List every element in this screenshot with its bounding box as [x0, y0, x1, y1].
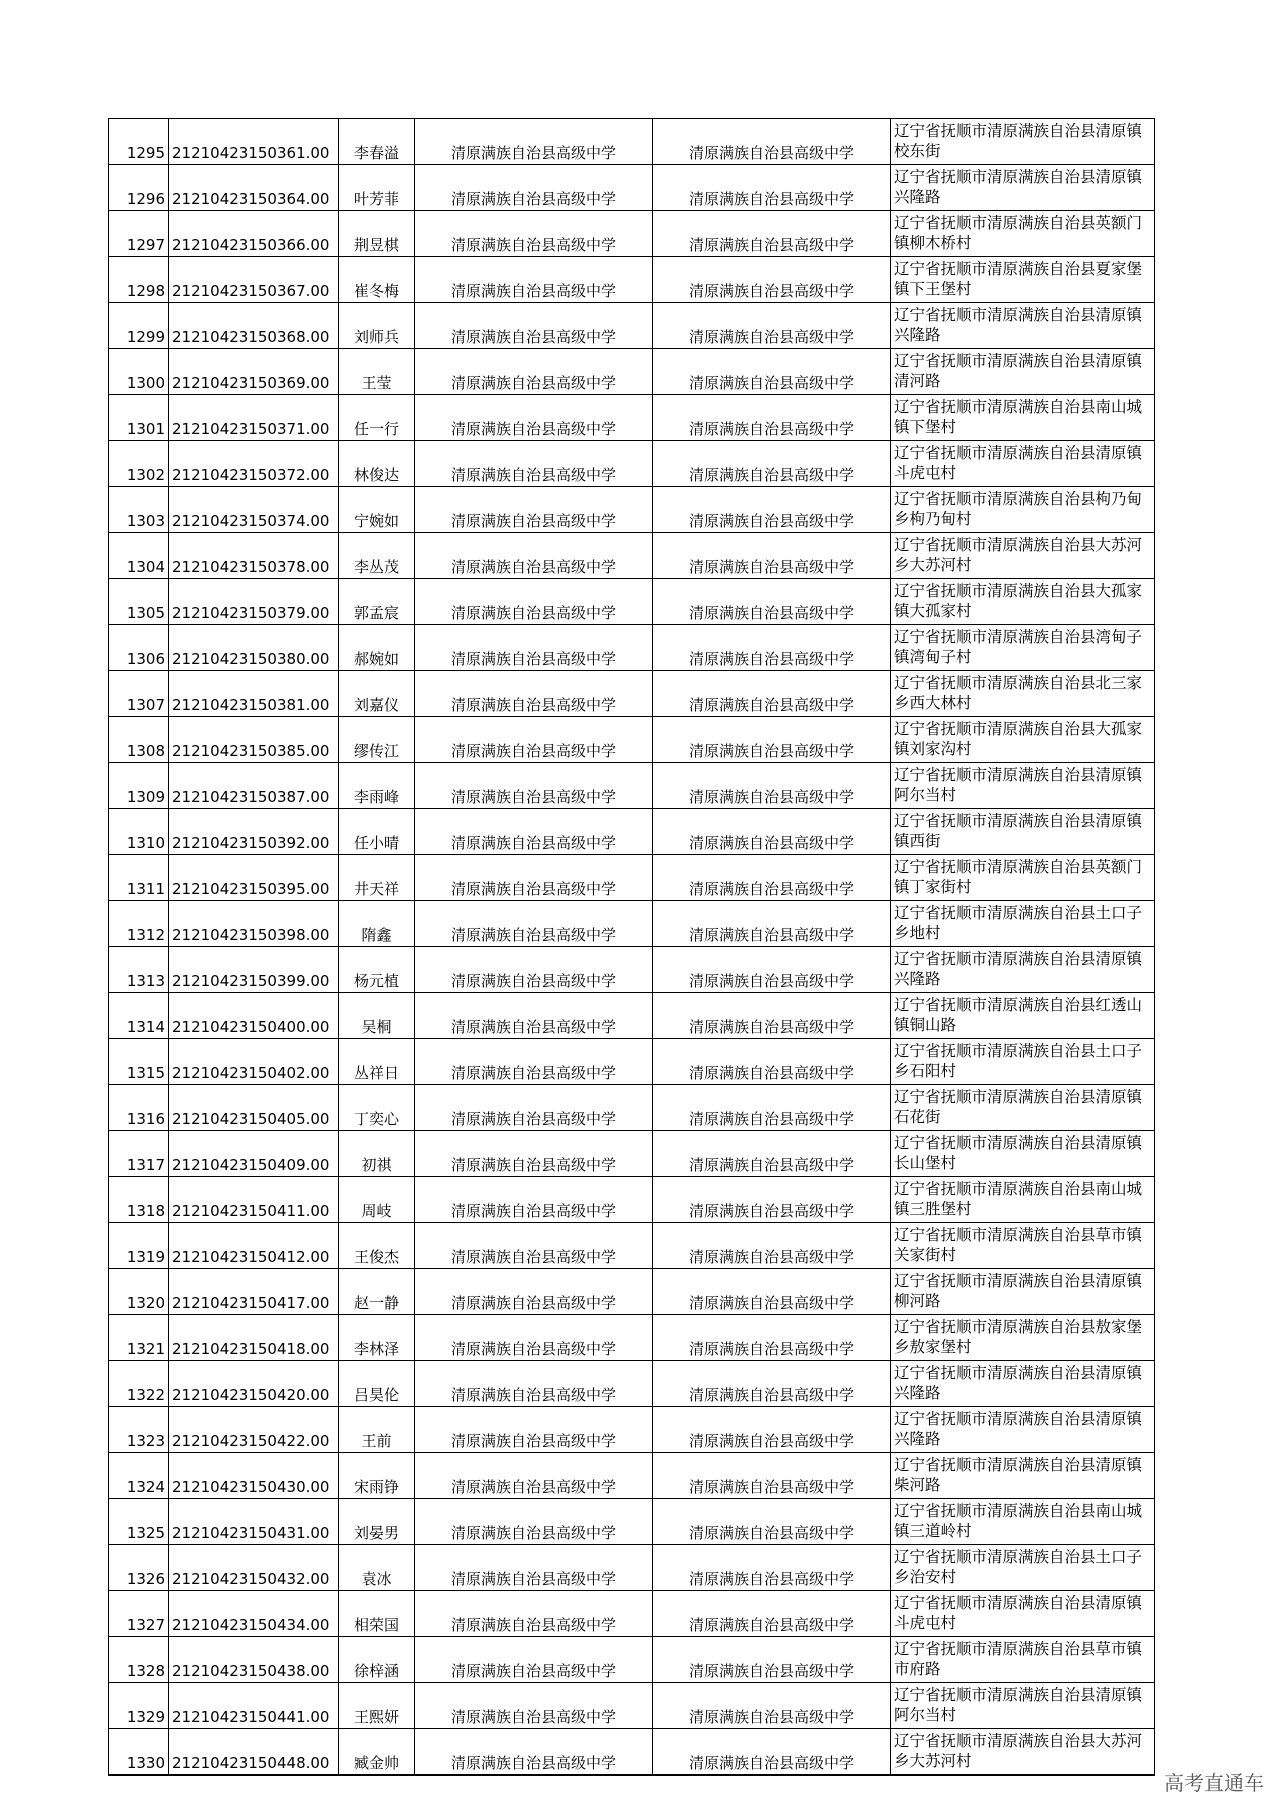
row-school2-cell: 清原满族自治县高级中学 [653, 625, 891, 671]
row-name-cell: 郝婉如 [339, 625, 415, 671]
row-seq-cell: 1322 [109, 1361, 169, 1407]
row-name-cell: 井天祥 [339, 855, 415, 901]
row-school-cell: 清原满族自治县高级中学 [415, 901, 653, 947]
row-seq-cell: 1304 [109, 533, 169, 579]
row-school-cell: 清原满族自治县高级中学 [415, 855, 653, 901]
row-address-cell: 辽宁省抚顺市清原满族自治县清原镇阿尔当村 [891, 1683, 1155, 1729]
row-school2-cell: 清原满族自治县高级中学 [653, 671, 891, 717]
row-school2-cell: 清原满族自治县高级中学 [653, 1085, 891, 1131]
row-seq-cell: 1316 [109, 1085, 169, 1131]
row-address-cell: 辽宁省抚顺市清原满族自治县清原镇长山堡村 [891, 1131, 1155, 1177]
row-school-cell: 清原满族自治县高级中学 [415, 1729, 653, 1776]
row-exam-id-cell: 21210423150398.00 [169, 901, 339, 947]
row-exam-id-cell: 21210423150412.00 [169, 1223, 339, 1269]
row-address-cell: 辽宁省抚顺市清原满族自治县夏家堡镇下王堡村 [891, 257, 1155, 303]
row-name-cell: 吕昊伦 [339, 1361, 415, 1407]
row-name-cell: 赵一静 [339, 1269, 415, 1315]
row-exam-id-cell: 21210423150381.00 [169, 671, 339, 717]
row-address-cell: 辽宁省抚顺市清原满族自治县枸乃甸乡枸乃甸村 [891, 487, 1155, 533]
row-address-cell: 辽宁省抚顺市清原满族自治县清原镇斗虎屯村 [891, 1591, 1155, 1637]
row-seq-cell: 1299 [109, 303, 169, 349]
row-school2-cell: 清原满族自治县高级中学 [653, 1637, 891, 1683]
table-row [109, 1637, 1155, 1683]
row-seq-cell: 1310 [109, 809, 169, 855]
row-school-cell: 清原满族自治县高级中学 [415, 1131, 653, 1177]
table-row [109, 809, 1155, 855]
row-exam-id-cell: 21210423150448.00 [169, 1729, 339, 1776]
row-school-cell: 清原满族自治县高级中学 [415, 1177, 653, 1223]
row-exam-id-cell: 21210423150432.00 [169, 1545, 339, 1591]
row-address-cell: 辽宁省抚顺市清原满族自治县清原镇清河路 [891, 349, 1155, 395]
row-exam-id-cell: 21210423150411.00 [169, 1177, 339, 1223]
row-school-cell: 清原满族自治县高级中学 [415, 671, 653, 717]
row-address-cell: 辽宁省抚顺市清原满族自治县清原镇柴河路 [891, 1453, 1155, 1499]
row-seq-cell: 1296 [109, 165, 169, 211]
row-school2-cell: 清原满族自治县高级中学 [653, 487, 891, 533]
row-name-cell: 周岐 [339, 1177, 415, 1223]
row-address-cell: 辽宁省抚顺市清原满族自治县土口子乡石阳村 [891, 1039, 1155, 1085]
row-school-cell: 清原满族自治县高级中学 [415, 395, 653, 441]
table-row [109, 993, 1155, 1039]
table-row [109, 1269, 1155, 1315]
row-seq-cell: 1297 [109, 211, 169, 257]
row-school2-cell: 清原满族自治县高级中学 [653, 1361, 891, 1407]
row-name-cell: 初祺 [339, 1131, 415, 1177]
row-exam-id-cell: 21210423150422.00 [169, 1407, 339, 1453]
row-name-cell: 刘师兵 [339, 303, 415, 349]
row-exam-id-cell: 21210423150400.00 [169, 993, 339, 1039]
row-seq-cell: 1320 [109, 1269, 169, 1315]
row-name-cell: 任一行 [339, 395, 415, 441]
row-address-cell: 辽宁省抚顺市清原满族自治县清原镇斗虎屯村 [891, 441, 1155, 487]
row-exam-id-cell: 21210423150361.00 [169, 119, 339, 165]
row-school2-cell: 清原满族自治县高级中学 [653, 809, 891, 855]
row-school-cell: 清原满族自治县高级中学 [415, 1407, 653, 1453]
row-school2-cell: 清原满族自治县高级中学 [653, 165, 891, 211]
row-exam-id-cell: 21210423150399.00 [169, 947, 339, 993]
row-address-cell: 辽宁省抚顺市清原满族自治县草市镇市府路 [891, 1637, 1155, 1683]
row-address-cell: 辽宁省抚顺市清原满族自治县清原镇兴隆路 [891, 1361, 1155, 1407]
row-school-cell: 清原满族自治县高级中学 [415, 809, 653, 855]
row-address-cell: 辽宁省抚顺市清原满族自治县土口子乡地村 [891, 901, 1155, 947]
row-school-cell: 清原满族自治县高级中学 [415, 1039, 653, 1085]
row-name-cell: 李林泽 [339, 1315, 415, 1361]
row-seq-cell: 1321 [109, 1315, 169, 1361]
row-seq-cell: 1311 [109, 855, 169, 901]
row-name-cell: 刘晏男 [339, 1499, 415, 1545]
row-school2-cell: 清原满族自治县高级中学 [653, 119, 891, 165]
table-row [109, 119, 1155, 165]
table-row [109, 947, 1155, 993]
row-seq-cell: 1295 [109, 119, 169, 165]
row-school2-cell: 清原满族自治县高级中学 [653, 1499, 891, 1545]
table-row [109, 579, 1155, 625]
row-exam-id-cell: 21210423150374.00 [169, 487, 339, 533]
row-exam-id-cell: 21210423150364.00 [169, 165, 339, 211]
table-row [109, 211, 1155, 257]
table-row [109, 671, 1155, 717]
row-address-cell: 辽宁省抚顺市清原满族自治县敖家堡乡敖家堡村 [891, 1315, 1155, 1361]
table-row [109, 1361, 1155, 1407]
row-name-cell: 刘嘉仪 [339, 671, 415, 717]
table-row [109, 717, 1155, 763]
row-name-cell: 叶芳菲 [339, 165, 415, 211]
row-address-cell: 辽宁省抚顺市清原满族自治县红透山镇铜山路 [891, 993, 1155, 1039]
row-seq-cell: 1302 [109, 441, 169, 487]
row-name-cell: 隋鑫 [339, 901, 415, 947]
row-school-cell: 清原满族自治县高级中学 [415, 165, 653, 211]
row-school2-cell: 清原满族自治县高级中学 [653, 1131, 891, 1177]
row-school-cell: 清原满族自治县高级中学 [415, 257, 653, 303]
row-school2-cell: 清原满族自治县高级中学 [653, 1591, 891, 1637]
row-address-cell: 辽宁省抚顺市清原满族自治县清原镇石花街 [891, 1085, 1155, 1131]
row-school-cell: 清原满族自治县高级中学 [415, 487, 653, 533]
row-exam-id-cell: 21210423150418.00 [169, 1315, 339, 1361]
row-exam-id-cell: 21210423150369.00 [169, 349, 339, 395]
row-school-cell: 清原满族自治县高级中学 [415, 625, 653, 671]
row-school-cell: 清原满族自治县高级中学 [415, 947, 653, 993]
row-address-cell: 辽宁省抚顺市清原满族自治县英额门镇柳木桥村 [891, 211, 1155, 257]
row-exam-id-cell: 21210423150380.00 [169, 625, 339, 671]
row-address-cell: 辽宁省抚顺市清原满族自治县草市镇关家街村 [891, 1223, 1155, 1269]
table-row [109, 1545, 1155, 1591]
row-seq-cell: 1305 [109, 579, 169, 625]
watermark-text: 高考直通车 [1164, 1771, 1264, 1795]
row-exam-id-cell: 21210423150387.00 [169, 763, 339, 809]
row-address-cell: 辽宁省抚顺市清原满族自治县大苏河乡大苏河村 [891, 1729, 1155, 1776]
row-school2-cell: 清原满族自治县高级中学 [653, 1039, 891, 1085]
row-school-cell: 清原满族自治县高级中学 [415, 579, 653, 625]
table-row [109, 441, 1155, 487]
row-name-cell: 徐梓涵 [339, 1637, 415, 1683]
row-seq-cell: 1329 [109, 1683, 169, 1729]
row-school2-cell: 清原满族自治县高级中学 [653, 1453, 891, 1499]
row-address-cell: 辽宁省抚顺市清原满族自治县清原镇柳河路 [891, 1269, 1155, 1315]
table-row [109, 395, 1155, 441]
row-exam-id-cell: 21210423150438.00 [169, 1637, 339, 1683]
row-name-cell: 李雨峰 [339, 763, 415, 809]
row-name-cell: 李春溢 [339, 119, 415, 165]
row-school2-cell: 清原满族自治县高级中学 [653, 533, 891, 579]
table-row [109, 1177, 1155, 1223]
row-seq-cell: 1309 [109, 763, 169, 809]
row-exam-id-cell: 21210423150409.00 [169, 1131, 339, 1177]
row-school-cell: 清原满族自治县高级中学 [415, 1591, 653, 1637]
row-name-cell: 丁奕心 [339, 1085, 415, 1131]
row-school2-cell: 清原满族自治县高级中学 [653, 441, 891, 487]
table-row [109, 487, 1155, 533]
row-name-cell: 荆昱棋 [339, 211, 415, 257]
table-row [109, 1499, 1155, 1545]
row-school-cell: 清原满族自治县高级中学 [415, 1499, 653, 1545]
table-row [109, 1223, 1155, 1269]
row-address-cell: 辽宁省抚顺市清原满族自治县湾甸子镇湾甸子村 [891, 625, 1155, 671]
row-school-cell: 清原满族自治县高级中学 [415, 763, 653, 809]
table-row [109, 625, 1155, 671]
row-school2-cell: 清原满族自治县高级中学 [653, 1315, 891, 1361]
row-school2-cell: 清原满族自治县高级中学 [653, 211, 891, 257]
row-exam-id-cell: 21210423150379.00 [169, 579, 339, 625]
row-exam-id-cell: 21210423150392.00 [169, 809, 339, 855]
row-school2-cell: 清原满族自治县高级中学 [653, 855, 891, 901]
row-exam-id-cell: 21210423150405.00 [169, 1085, 339, 1131]
row-seq-cell: 1298 [109, 257, 169, 303]
row-address-cell: 辽宁省抚顺市清原满族自治县大苏河乡大苏河村 [891, 533, 1155, 579]
row-seq-cell: 1306 [109, 625, 169, 671]
row-seq-cell: 1315 [109, 1039, 169, 1085]
row-seq-cell: 1330 [109, 1729, 169, 1776]
row-school2-cell: 清原满族自治县高级中学 [653, 395, 891, 441]
row-seq-cell: 1318 [109, 1177, 169, 1223]
row-seq-cell: 1314 [109, 993, 169, 1039]
table-row [109, 533, 1155, 579]
table-row [109, 1039, 1155, 1085]
row-name-cell: 任小晴 [339, 809, 415, 855]
row-address-cell: 辽宁省抚顺市清原满族自治县清原镇镇西街 [891, 809, 1155, 855]
row-school-cell: 清原满族自治县高级中学 [415, 1361, 653, 1407]
row-seq-cell: 1324 [109, 1453, 169, 1499]
row-school-cell: 清原满族自治县高级中学 [415, 303, 653, 349]
row-name-cell: 崔冬梅 [339, 257, 415, 303]
row-school2-cell: 清原满族自治县高级中学 [653, 947, 891, 993]
row-seq-cell: 1303 [109, 487, 169, 533]
row-school-cell: 清原满族自治县高级中学 [415, 1269, 653, 1315]
row-name-cell: 宁婉如 [339, 487, 415, 533]
table-row [109, 257, 1155, 303]
table-row [109, 855, 1155, 901]
row-address-cell: 辽宁省抚顺市清原满族自治县北三家乡西大林村 [891, 671, 1155, 717]
row-name-cell: 王莹 [339, 349, 415, 395]
row-school-cell: 清原满族自治县高级中学 [415, 1223, 653, 1269]
row-address-cell: 辽宁省抚顺市清原满族自治县清原镇兴隆路 [891, 165, 1155, 211]
row-address-cell: 辽宁省抚顺市清原满族自治县清原镇校东街 [891, 119, 1155, 165]
row-exam-id-cell: 21210423150385.00 [169, 717, 339, 763]
table-row [109, 1453, 1155, 1499]
row-school-cell: 清原满族自治县高级中学 [415, 349, 653, 395]
row-name-cell: 郭孟宸 [339, 579, 415, 625]
row-exam-id-cell: 21210423150402.00 [169, 1039, 339, 1085]
row-exam-id-cell: 21210423150378.00 [169, 533, 339, 579]
row-name-cell: 丛祥日 [339, 1039, 415, 1085]
row-school2-cell: 清原满族自治县高级中学 [653, 1269, 891, 1315]
row-school2-cell: 清原满族自治县高级中学 [653, 763, 891, 809]
row-school2-cell: 清原满族自治县高级中学 [653, 717, 891, 763]
row-exam-id-cell: 21210423150372.00 [169, 441, 339, 487]
row-name-cell: 李丛茂 [339, 533, 415, 579]
row-exam-id-cell: 21210423150371.00 [169, 395, 339, 441]
row-school-cell: 清原满族自治县高级中学 [415, 1315, 653, 1361]
table-row [109, 763, 1155, 809]
row-name-cell: 袁冰 [339, 1545, 415, 1591]
row-seq-cell: 1319 [109, 1223, 169, 1269]
row-name-cell: 吴桐 [339, 993, 415, 1039]
row-seq-cell: 1300 [109, 349, 169, 395]
row-seq-cell: 1325 [109, 1499, 169, 1545]
row-school2-cell: 清原满族自治县高级中学 [653, 1223, 891, 1269]
row-school2-cell: 清原满族自治县高级中学 [653, 349, 891, 395]
row-name-cell: 林俊达 [339, 441, 415, 487]
row-school2-cell: 清原满族自治县高级中学 [653, 901, 891, 947]
row-school-cell: 清原满族自治县高级中学 [415, 993, 653, 1039]
roster-body [109, 119, 1155, 1776]
row-address-cell: 辽宁省抚顺市清原满族自治县南山城镇三道岭村 [891, 1499, 1155, 1545]
row-name-cell: 缪传江 [339, 717, 415, 763]
row-name-cell: 王熙妍 [339, 1683, 415, 1729]
row-exam-id-cell: 21210423150434.00 [169, 1591, 339, 1637]
row-exam-id-cell: 21210423150420.00 [169, 1361, 339, 1407]
row-address-cell: 辽宁省抚顺市清原满族自治县清原镇兴隆路 [891, 1407, 1155, 1453]
row-address-cell: 辽宁省抚顺市清原满族自治县清原镇阿尔当村 [891, 763, 1155, 809]
row-school-cell: 清原满族自治县高级中学 [415, 717, 653, 763]
row-school2-cell: 清原满族自治县高级中学 [653, 1407, 891, 1453]
row-exam-id-cell: 21210423150441.00 [169, 1683, 339, 1729]
roster-table [108, 118, 1155, 1776]
row-address-cell: 辽宁省抚顺市清原满族自治县土口子乡治安村 [891, 1545, 1155, 1591]
row-exam-id-cell: 21210423150367.00 [169, 257, 339, 303]
table-row [109, 349, 1155, 395]
row-seq-cell: 1323 [109, 1407, 169, 1453]
row-address-cell: 辽宁省抚顺市清原满族自治县南山城镇三胜堡村 [891, 1177, 1155, 1223]
row-school-cell: 清原满族自治县高级中学 [415, 211, 653, 257]
row-seq-cell: 1301 [109, 395, 169, 441]
row-name-cell: 王前 [339, 1407, 415, 1453]
row-school-cell: 清原满族自治县高级中学 [415, 1453, 653, 1499]
row-seq-cell: 1313 [109, 947, 169, 993]
row-school2-cell: 清原满族自治县高级中学 [653, 1683, 891, 1729]
row-exam-id-cell: 21210423150395.00 [169, 855, 339, 901]
table-row [109, 303, 1155, 349]
row-name-cell: 臧金帅 [339, 1729, 415, 1776]
row-school2-cell: 清原满族自治县高级中学 [653, 1729, 891, 1776]
row-school-cell: 清原满族自治县高级中学 [415, 1545, 653, 1591]
row-name-cell: 王俊杰 [339, 1223, 415, 1269]
row-address-cell: 辽宁省抚顺市清原满族自治县英额门镇丁家街村 [891, 855, 1155, 901]
row-seq-cell: 1328 [109, 1637, 169, 1683]
row-exam-id-cell: 21210423150431.00 [169, 1499, 339, 1545]
row-school-cell: 清原满族自治县高级中学 [415, 1637, 653, 1683]
row-name-cell: 宋雨铮 [339, 1453, 415, 1499]
row-address-cell: 辽宁省抚顺市清原满族自治县清原镇兴隆路 [891, 947, 1155, 993]
row-exam-id-cell: 21210423150366.00 [169, 211, 339, 257]
table-row [109, 1131, 1155, 1177]
row-seq-cell: 1312 [109, 901, 169, 947]
row-seq-cell: 1327 [109, 1591, 169, 1637]
table-row [109, 1407, 1155, 1453]
row-school-cell: 清原满族自治县高级中学 [415, 119, 653, 165]
table-row [109, 1591, 1155, 1637]
row-seq-cell: 1308 [109, 717, 169, 763]
row-name-cell: 相荣国 [339, 1591, 415, 1637]
row-seq-cell: 1326 [109, 1545, 169, 1591]
row-address-cell: 辽宁省抚顺市清原满族自治县大孤家镇刘家沟村 [891, 717, 1155, 763]
table-row [109, 1683, 1155, 1729]
row-school2-cell: 清原满族自治县高级中学 [653, 993, 891, 1039]
row-address-cell: 辽宁省抚顺市清原满族自治县大孤家镇大孤家村 [891, 579, 1155, 625]
row-school-cell: 清原满族自治县高级中学 [415, 1683, 653, 1729]
row-school2-cell: 清原满族自治县高级中学 [653, 1177, 891, 1223]
row-school2-cell: 清原满族自治县高级中学 [653, 303, 891, 349]
row-exam-id-cell: 21210423150417.00 [169, 1269, 339, 1315]
row-school2-cell: 清原满族自治县高级中学 [653, 1545, 891, 1591]
table-row [109, 1315, 1155, 1361]
row-school2-cell: 清原满族自治县高级中学 [653, 257, 891, 303]
row-exam-id-cell: 21210423150368.00 [169, 303, 339, 349]
row-seq-cell: 1317 [109, 1131, 169, 1177]
table-row [109, 1729, 1155, 1776]
row-school-cell: 清原满族自治县高级中学 [415, 441, 653, 487]
table-row [109, 165, 1155, 211]
row-school2-cell: 清原满族自治县高级中学 [653, 579, 891, 625]
row-address-cell: 辽宁省抚顺市清原满族自治县清原镇兴隆路 [891, 303, 1155, 349]
row-seq-cell: 1307 [109, 671, 169, 717]
row-exam-id-cell: 21210423150430.00 [169, 1453, 339, 1499]
row-school-cell: 清原满族自治县高级中学 [415, 533, 653, 579]
row-school-cell: 清原满族自治县高级中学 [415, 1085, 653, 1131]
row-address-cell: 辽宁省抚顺市清原满族自治县南山城镇下堡村 [891, 395, 1155, 441]
table-row [109, 901, 1155, 947]
row-name-cell: 杨元植 [339, 947, 415, 993]
table-row [109, 1085, 1155, 1131]
